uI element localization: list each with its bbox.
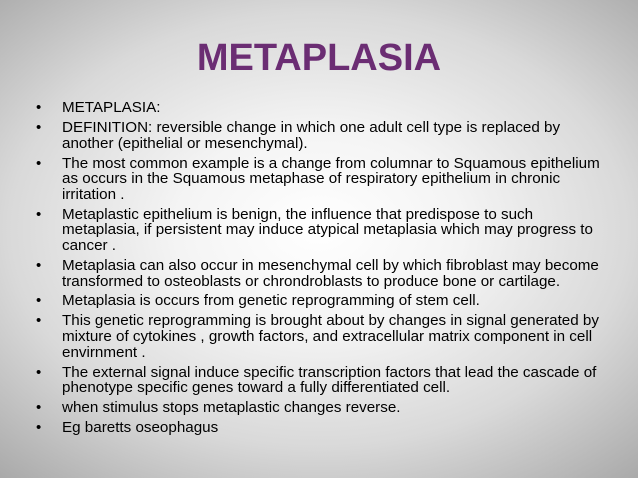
bullet-marker: • — [36, 256, 42, 274]
bullet-marker: • — [36, 399, 42, 417]
bullet-text: This genetic reprogramming is brought about by changes in signal generated by mixture of cytokines , growth factors, and extracellular matrix component in cell envirnment . — [62, 312, 599, 361]
bullet-text: The external signal induce specific transcription factors that lead the cascade of phenotype specific genes toward a fully differentiated cell. — [62, 363, 597, 397]
bullet-item — [30, 156, 602, 203]
bullet-item — [30, 258, 602, 289]
bullet-item — [30, 400, 602, 416]
bullet-text: Metaplasia is occurs from genetic reprogramming of stem cell. — [62, 292, 480, 310]
bullet-text: DEFINITION: reversible change in which one adult cell type is replaced by another (epithelial or mesenchymal). — [62, 118, 561, 152]
bullet-marker: • — [36, 312, 42, 330]
bullet-text: Eg baretts oseophagus — [62, 419, 219, 437]
slide-title: METAPLASIA — [196, 37, 442, 79]
bullet-list — [30, 100, 602, 440]
bullet-marker: • — [36, 205, 42, 223]
bullet-item — [30, 420, 602, 436]
bullet-item — [30, 313, 602, 360]
bullet-text: The most common example is a change from columnar to Squamous epithelium as occurs in the Squamous metaphase of respiratory epithelium in chronic irritation . — [62, 154, 600, 203]
bullet-item — [30, 293, 602, 309]
bullet-marker: • — [36, 154, 42, 172]
bullet-marker: • — [36, 363, 42, 381]
bullet-text: Metaplastic epithelium is benign, the influence that predispose to such metaplasia, if persistent may induce atypical metaplasia which may progress to cancer . — [62, 205, 593, 254]
bullet-item — [30, 207, 602, 254]
bullet-item — [30, 365, 602, 396]
bullet-text: Metaplasia can also occur in mesenchymal cell by which fibroblast may become transformed to osteoblasts or chrondroblasts to produce bone or cartilage. — [62, 256, 599, 290]
bullet-marker: • — [36, 99, 42, 116]
bullet-item — [30, 120, 602, 151]
bullet-text: when stimulus stops metaplastic changes reverse. — [62, 399, 401, 417]
bullet-marker: • — [36, 292, 42, 310]
bullet-text: METAPLASIA: — [62, 99, 161, 116]
bullet-item — [30, 100, 602, 116]
bullet-marker: • — [36, 118, 42, 136]
bullet-marker: • — [36, 419, 42, 437]
